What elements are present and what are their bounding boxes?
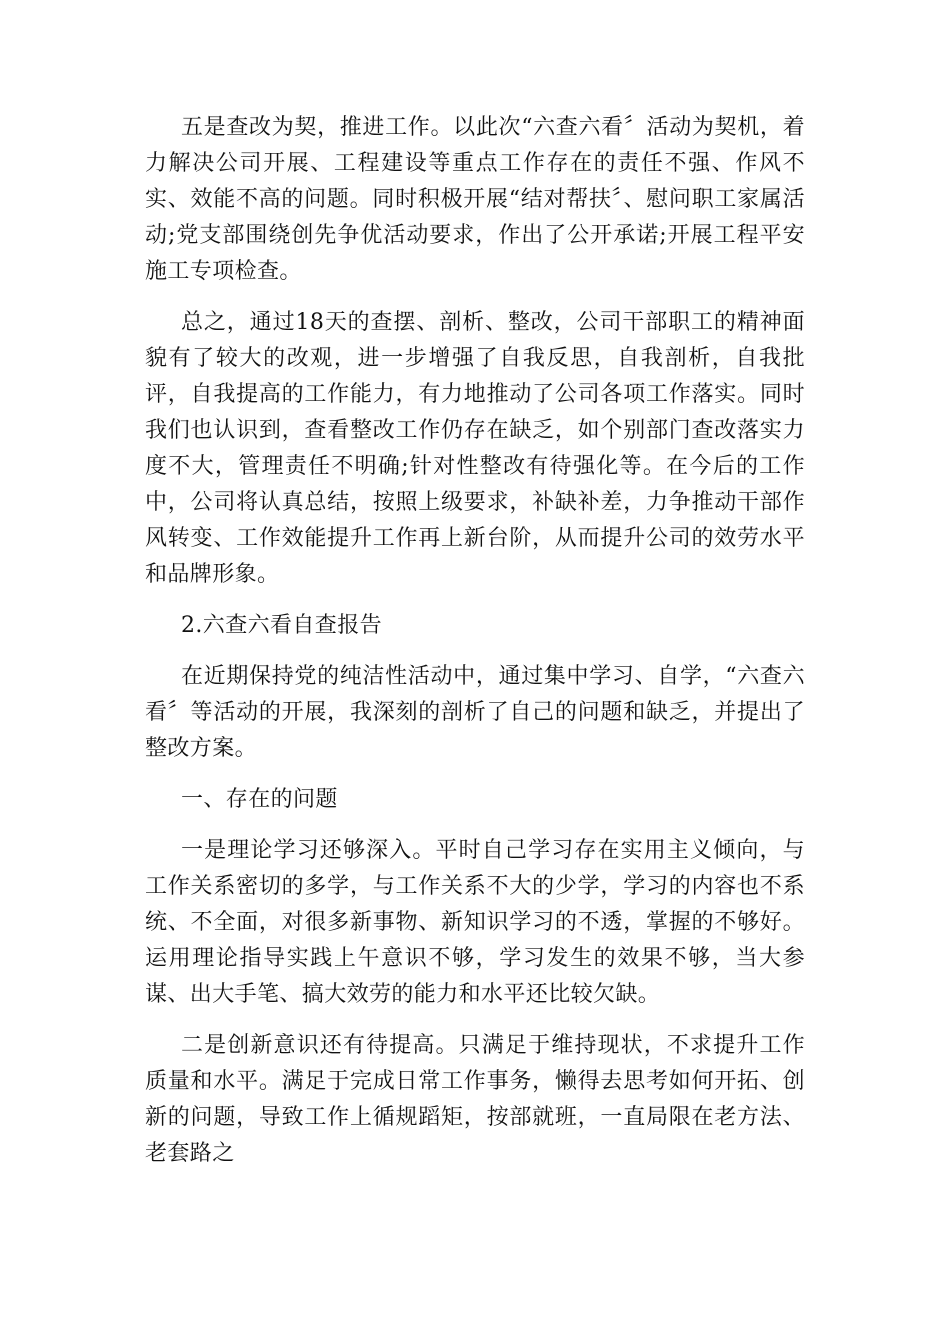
paragraph-problem-two: 二是创新意识还有待提高。只满足于维持现状，不求提升工作质量和水平。满足于完成日常工作事务，懒得去思考如何开拓、创新的问题，导致工作上循规蹈矩，按部就班，一直局限在老方法、老套路之 [145,1033,805,1166]
paragraph-problem-one: 一是理论学习还够深入。平时自己学习存在实用主义倾向，与工作关系密切的多学，与工作关系不大的少学，学习的内容也不系统、不全面，对很多新事物、新知识学习的不透，掌握的不够好。运用理论指导实践上午意识不够，学习发生的效果不够，当大参谋、出大手笔、搞大效劳的能力和水平还比较欠缺。 [145,838,805,1007]
paragraph-intro-five: 五是查改为契，推进工作。以此次“六查六看〞活动为契机，着力解决公司开展、工程建设等重点工作存在的责任不强、作风不实、效能不高的问题。同时积极开展“结对帮扶〞、慰问职工家属活动;党支部围绕创先争优活动要求，作出了公开承诺;开展工程平安施工专项检查。 [145,115,805,284]
paragraph-report-intro: 在近期保持党的纯洁性活动中，通过集中学习、自学，“六查六看〞等活动的开展，我深刻的剖析了自己的问题和缺乏，并提出了整改方案。 [145,664,805,761]
section-heading-problems: 一、存在的问题 [181,787,338,812]
section-heading-report: 2.六查六看自查报告 [181,613,382,638]
document-page [145,110,805,1187]
paragraph-summary: 总之，通过18天的查摆、剖析、整改，公司干部职工的精神面貌有了较大的改观，进一步增强了自我反思，自我剖析，自我批评，自我提高的工作能力，有力地推动了公司各项工作落实。同时我们也认识到，查看整改工作仍存在缺乏，如个别部门查改落实力度不大，管理责任不明确;针对性整改有待强化等。在今后的工作中，公司将认真总结，按照上级要求，补缺补差，力争推动干部作风转变、工作效能提升工作再上新台阶，从而提升公司的效劳水平和品牌形象。 [145,310,805,587]
